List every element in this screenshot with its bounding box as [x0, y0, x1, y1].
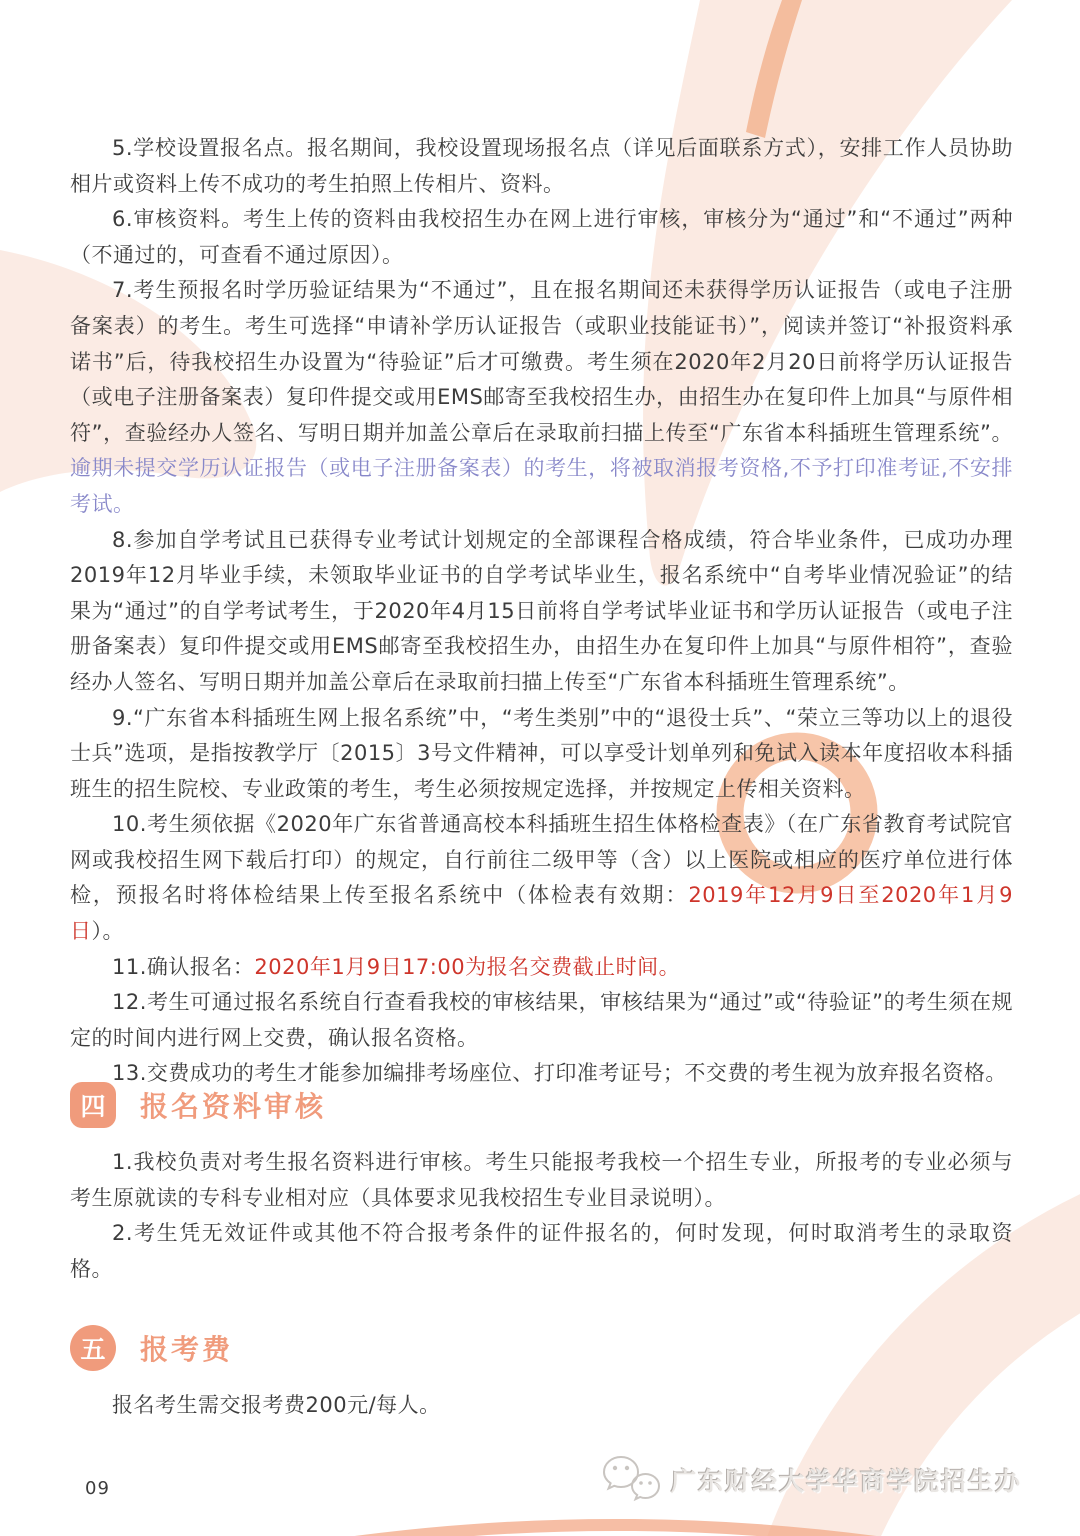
- section-header: [70, 1325, 1013, 1371]
- body-paragraph: [70, 1388, 1013, 1424]
- body-paragraph: [70, 807, 1013, 949]
- section-title: 报考费: [140, 1333, 234, 1366]
- text-segment: 逾期未提交学历认证报告（或电子注册备案表）的考生，将被取消报考资格,不予打印准考证,不安排考试。: [70, 456, 1013, 516]
- body-paragraph: [70, 1145, 1013, 1216]
- page-number: 09: [85, 1478, 110, 1499]
- section-paragraphs: [70, 1145, 1013, 1287]
- text-segment: 6.审核资料。考生上传的资料由我校招生办在网上进行审核，审核分为“通过”和“不通过”两种（不通过的，可查看不通过原因）。: [70, 207, 1013, 267]
- body-paragraph: [70, 523, 1013, 701]
- section-number-badge: 四: [70, 1082, 116, 1128]
- body-text: [70, 131, 1013, 1092]
- text-segment: 报名考生需交报考费200元/每人。: [112, 1393, 441, 1417]
- text-segment: 11.确认报名：: [112, 954, 255, 979]
- footer: [601, 1455, 1022, 1505]
- body-paragraph: [70, 273, 1013, 522]
- section-title: 报名资料审核: [140, 1090, 327, 1123]
- text-segment: 1.我校负责对考生报名资料进行审核。考生只能报考我校一个招生专业，所报考的专业必须与考生原就读的专科专业相对应（具体要求见我校招生专业目录说明）。: [70, 1150, 1013, 1210]
- section-number-badge: 五: [70, 1325, 116, 1371]
- section-exam-fee: [70, 1325, 1013, 1424]
- body-paragraph: [70, 950, 1013, 986]
- body-paragraph: [70, 131, 1013, 202]
- section-paragraphs: [70, 1388, 1013, 1424]
- text-segment: 10.考生须依据《2020年广东省普通高校本科插班生招生体格检查表》（在广东省教育考试院官网或我校招生网下载后打印）的规定，自行前往二级甲等（含）以上医院或相应的医疗单位进行体检，预报名时将体检结果上传至报名系统中（体检表有效期：: [70, 812, 1013, 908]
- section-registration-review: [70, 1082, 1013, 1287]
- text-segment: 12.考生可通过报名系统自行查看我校的审核结果，审核结果为“通过”或“待验证”的考生须在规定的时间内进行网上交费，确认报名资格。: [70, 990, 1013, 1050]
- text-segment: 13.交费成功的考生才能参加编排考场座位、打印准考证号；不交费的考生视为放弃报名资格。: [112, 1061, 1007, 1086]
- text-segment: 2020年1月9日17:00为报名交费截止时间。: [254, 954, 681, 979]
- text-segment: 7.考生预报名时学历验证结果为“不通过”，且在报名期间还未获得学历认证报告（或电子注册备案表）的考生。考生可选择“申请补学历认证报告（或职业技能证书）”，阅读并签订“补报资料承诺书”后，待我校招生办设置为“待验证”后才可缴费。考生须在2020年2月20日前将学历认证报告（或电子注册备案表）复印件提交或用EMS邮寄至我校招生办，由招生办在复印件上加具“与原件相符”，查验经办人签名、写明日期并加盖公章后在录取前扫描上传至“广东省本科插班生管理系统”。: [70, 278, 1013, 445]
- body-paragraph: [70, 202, 1013, 273]
- text-segment: 5.学校设置报名点。报名期间，我校设置现场报名点（详见后面联系方式），安排工作人员协助相片或资料上传不成功的考生拍照上传相片、资料。: [70, 136, 1013, 196]
- body-paragraph: [70, 701, 1013, 808]
- body-paragraph: [70, 985, 1013, 1056]
- text-segment: 9.“广东省本科插班生网上报名系统”中，“考生类别”中的“退役士兵”、“荣立三等功以上的退役士兵”选项，是指按教学厅〔2015〕3号文件精神，可以享受计划单列和免试入读本年度招收本科插班生的招生院校、专业政策的考生，考生必须按规定选择，并按规定上传相关资料。: [70, 705, 1013, 801]
- text-segment: 8.参加自学考试且已获得专业考试计划规定的全部课程合格成绩，符合毕业条件，已成功办理2019年12月毕业手续，未领取毕业证书的自学考试毕业生，报名系统中“自考毕业情况验证”的结果为“通过”的自学考试考生，于2020年4月15日前将自学考试毕业证书和学历认证报告（或电子注册备案表）复印件提交或用EMS邮寄至我校招生办，由招生办在复印件上加具“与原件相符”，查验经办人签名、写明日期并加盖公章后在录取前扫描上传至“广东省本科插班生管理系统”。: [70, 527, 1013, 694]
- text-segment: 2.考生凭无效证件或其他不符合报考条件的证件报名的，何时发现，何时取消考生的录取资格。: [70, 1221, 1013, 1281]
- text-segment: 2019年12月9日至2020年1月9日: [70, 883, 1013, 944]
- section-header: [70, 1082, 1013, 1128]
- body-paragraph: [70, 1216, 1013, 1287]
- footer-org-label: 广东财经大学华商学院招生办: [670, 1467, 1022, 1496]
- wechat-icon: [601, 1455, 663, 1505]
- text-segment: ）。: [91, 919, 124, 944]
